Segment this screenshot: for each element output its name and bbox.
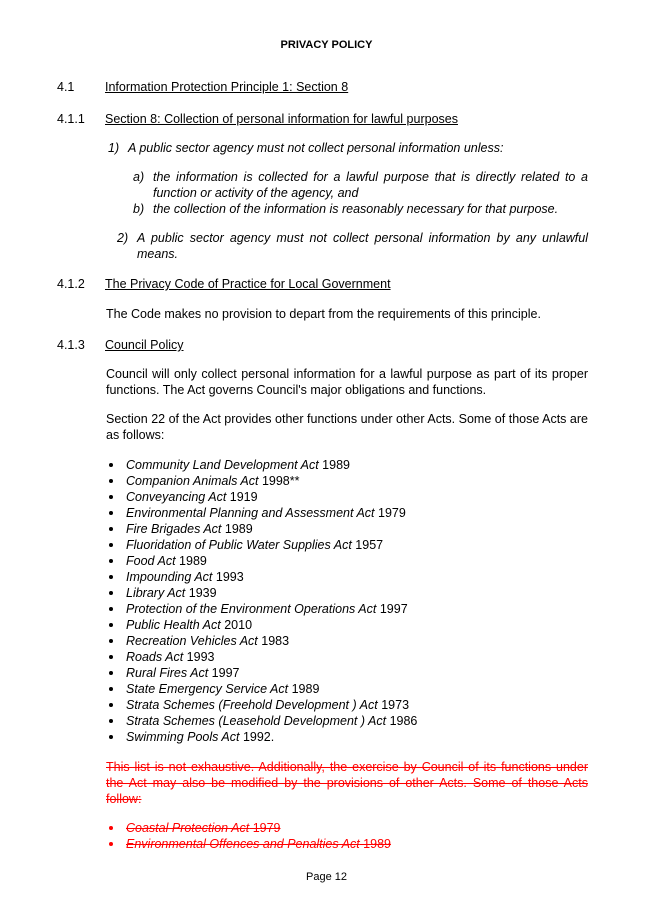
act-name: Public Health Act	[126, 618, 221, 632]
act-name: Environmental Offences and Penalties Act	[126, 837, 360, 851]
list-item	[106, 505, 586, 521]
item-text: the collection of the information is reasonably necessary for that purpose.	[153, 202, 559, 216]
act-year: 1957	[351, 538, 384, 552]
act-year: 1986	[386, 714, 418, 728]
list-item	[106, 617, 586, 633]
act-year: 1919	[226, 490, 258, 504]
act-year: 1997	[376, 602, 408, 616]
list-item	[106, 521, 586, 537]
act-year: 1993	[212, 570, 244, 584]
act-name: Roads Act	[126, 650, 184, 664]
deleted-acts-list	[106, 820, 586, 852]
act-name: Impounding Act	[126, 570, 213, 584]
act-name: Recreation Vehicles Act	[126, 634, 258, 648]
act-year: 1989	[288, 682, 320, 696]
acts-list	[106, 457, 586, 745]
section-number: 4.1.2	[57, 277, 85, 291]
section-heading: The Privacy Code of Practice for Local Government	[105, 277, 391, 291]
item-text: the information is collected for a lawful purpose that is directly related to a function or activity of the agency, and	[153, 170, 588, 200]
act-year: 1939	[185, 586, 217, 600]
item-text: A public sector agency must not collect personal information unless:	[128, 141, 504, 155]
principle-item-1	[108, 140, 588, 156]
section-heading: Section 8: Collection of personal information for lawful purposes	[105, 112, 458, 126]
list-item	[106, 681, 586, 697]
act-year: 1989	[221, 522, 253, 536]
act-year: 1979	[374, 506, 406, 520]
list-item	[106, 820, 586, 836]
list-item	[106, 713, 586, 729]
principle-item-1a	[133, 169, 588, 201]
act-name: Strata Schemes (Freehold Development ) Act	[126, 698, 378, 712]
act-name: Coastal Protection Act	[126, 821, 250, 835]
act-year: 1997	[208, 666, 240, 680]
act-name: Protection of the Environment Operations Act	[126, 602, 377, 616]
act-year: 1973	[377, 698, 410, 712]
act-name: Community Land Development Act	[126, 458, 319, 472]
act-year: 1998**	[258, 474, 300, 488]
list-item	[106, 633, 586, 649]
list-item	[106, 697, 586, 713]
act-year: 1989	[359, 837, 391, 851]
act-name: Swimming Pools Act	[126, 730, 240, 744]
act-name: Fire Brigades Act	[126, 522, 222, 536]
item-label: a)	[133, 170, 145, 184]
council-policy-paragraph-1: Council will only collect personal information for a lawful purpose as part of its proper functions. The Act governs Council's major obligations and functions.	[106, 367, 588, 397]
act-name: Environmental Planning and Assessment Act	[126, 506, 375, 520]
list-item	[106, 585, 586, 601]
act-year: 1989	[175, 554, 207, 568]
deleted-paragraph: This list is not exhaustive. Additionally, the exercise by Council of its functions under the Act may also be modified by the provisions of other Acts. Some of those Acts follow:	[106, 760, 588, 806]
page-title: PRIVACY POLICY	[280, 39, 373, 51]
list-item	[106, 665, 586, 681]
item-text: A public sector agency must not collect personal information by any unlawful means.	[137, 231, 588, 261]
item-label: 2)	[117, 231, 129, 245]
list-item	[106, 601, 586, 617]
section-number: 4.1	[57, 80, 75, 94]
act-year: 1983	[257, 634, 290, 648]
section-body: The Code makes no provision to depart from the requirements of this principle.	[106, 307, 541, 321]
act-name: Food Act	[126, 554, 176, 568]
item-label: 1)	[108, 141, 120, 155]
principle-item-2	[117, 230, 588, 262]
list-item	[106, 836, 586, 852]
act-name: Rural Fires Act	[126, 666, 209, 680]
act-year: 1992.	[239, 730, 275, 744]
act-name: Fluoridation of Public Water Supplies Act	[126, 538, 352, 552]
section-heading: Council Policy	[105, 338, 184, 352]
item-label: b)	[133, 202, 145, 216]
list-item	[106, 649, 586, 665]
act-year: 2010	[220, 618, 253, 632]
list-item	[106, 457, 586, 473]
list-item	[106, 553, 586, 569]
act-name: Companion Animals Act	[126, 474, 259, 488]
list-item	[106, 473, 586, 489]
act-name: Strata Schemes (Leasehold Development ) Act	[126, 714, 387, 728]
section-number: 4.1.3	[57, 338, 85, 352]
list-item	[106, 729, 586, 745]
act-year: 1979	[249, 821, 281, 835]
list-item	[106, 537, 586, 553]
act-name: State Emergency Service Act	[126, 682, 289, 696]
list-item	[106, 569, 586, 585]
act-name: Conveyancing Act	[126, 490, 227, 504]
act-year: 1989	[318, 458, 350, 472]
council-policy-paragraph-2: Section 22 of the Act provides other functions under other Acts. Some of those Acts are as follows:	[106, 412, 588, 442]
list-item	[106, 489, 586, 505]
page-number: Page 12	[306, 871, 347, 883]
act-year: 1993	[183, 650, 215, 664]
principle-item-1b	[133, 201, 588, 217]
section-heading: Information Protection Principle 1: Section 8	[105, 80, 349, 94]
section-number: 4.1.1	[57, 112, 85, 126]
act-name: Library Act	[126, 586, 186, 600]
